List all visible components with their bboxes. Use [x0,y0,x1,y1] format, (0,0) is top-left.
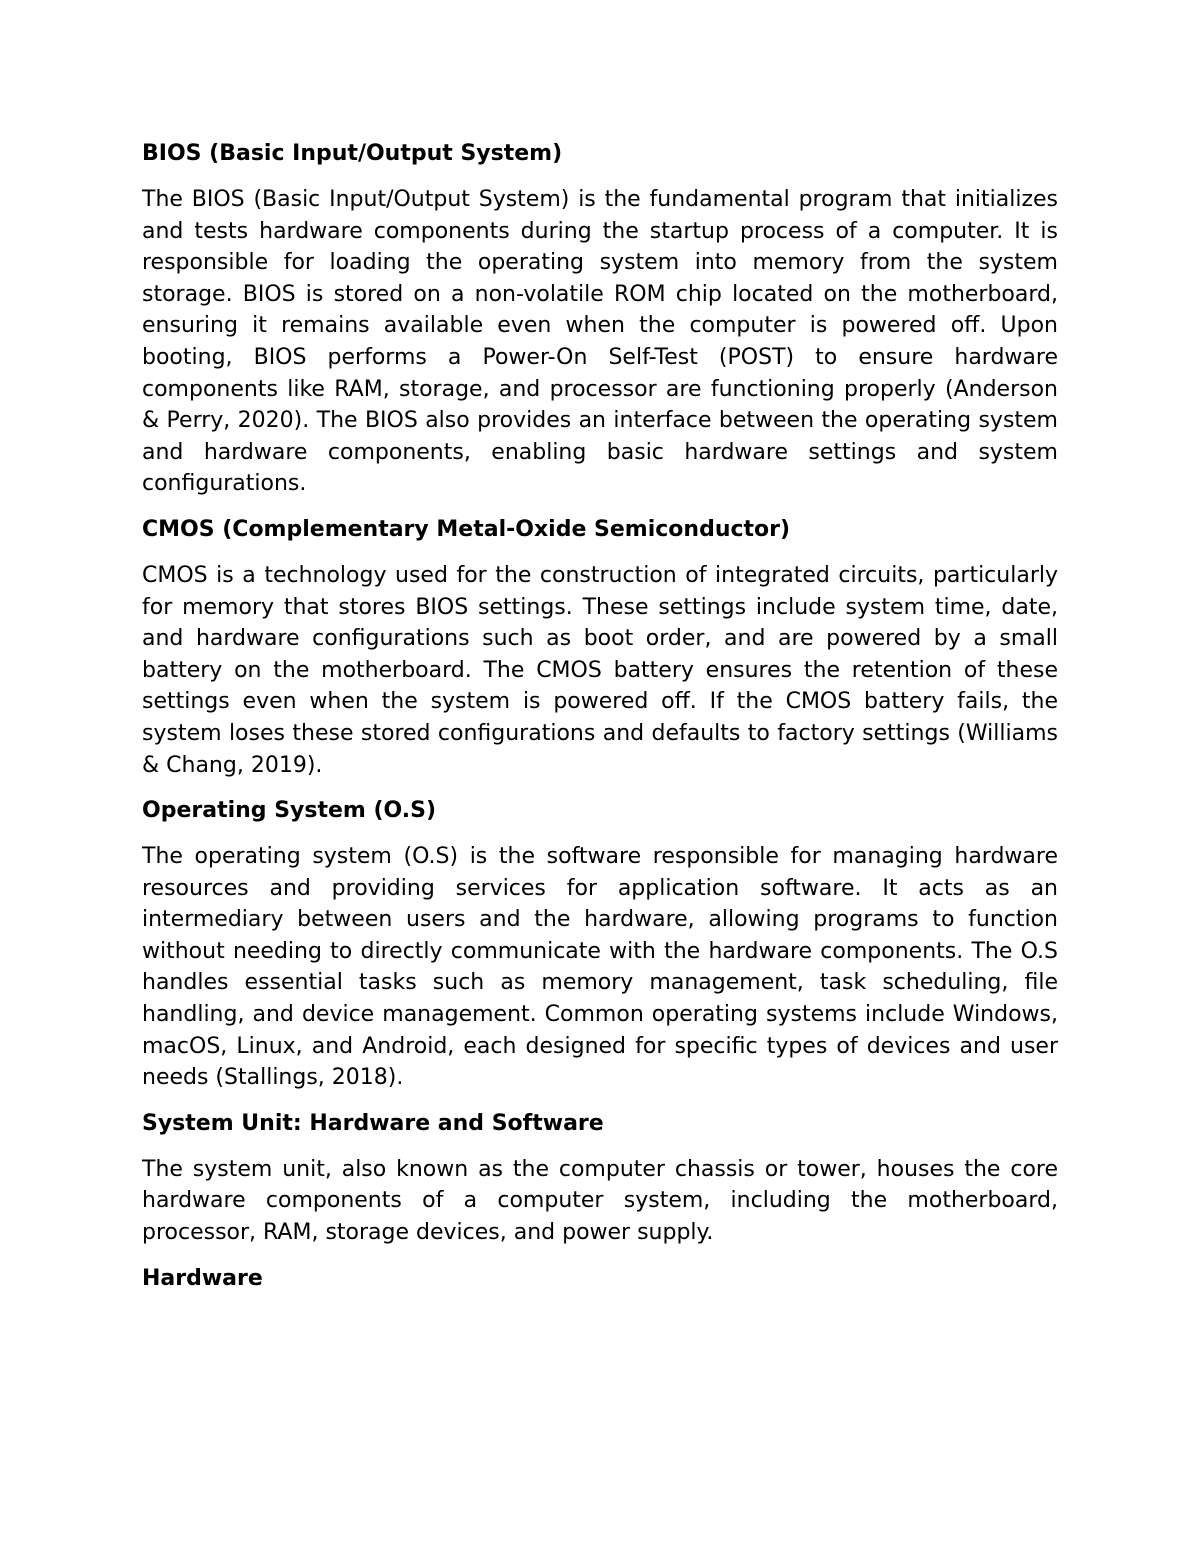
section-paragraph-system-unit: The system unit, also known as the computer chassis or tower, houses the core hardware components of a computer system, including the motherboard, processor, RAM, storage devices, and power supply. [142,1156,1058,1246]
section-heading-hardware: Hardware [142,1265,263,1291]
section-heading-system-unit: System Unit: Hardware and Software [142,1110,604,1136]
section-paragraph-bios: The BIOS (Basic Input/Output System) is the fundamental program that initializes and tests hardware components during the startup process of a computer. It is responsible for loading the operating system into memory from the system storage. BIOS is stored on a non-volatile ROM chip located on the motherboard, ensuring it remains available even when the computer is powered off. Upon booting, BIOS performs a Power-On Self-Test (POST) to ensure hardware components like RAM, storage, and processor are functioning properly (Anderson & Perry, 2020). The BIOS also provides an interface between the operating system and hardware components, enabling basic hardware settings and system configurations. [142,187,1058,497]
document-body [142,138,1058,1309]
section-paragraph-cmos: CMOS is a technology used for the construction of integrated circuits, particularly for memory that stores BIOS settings. These settings include system time, date, and hardware configurations such as boot order, and are powered by a small battery on the motherboard. The CMOS battery ensures the retention of these settings even when the system is powered off. If the CMOS battery fails, the system loses these stored configurations and defaults to factory settings (Williams & Chang, 2019). [142,562,1058,778]
section-heading-cmos: CMOS (Complementary Metal-Oxide Semiconductor) [142,516,791,542]
section-heading-operating-system: Operating System (O.S) [142,798,437,824]
section-heading-bios: BIOS (Basic Input/Output System) [142,141,563,166]
section-paragraph-operating-system: The operating system (O.S) is the software responsible for managing hardware resources and providing services for application software. It acts as an intermediary between users and the hardware, allowing programs to function without needing to directly communicate with the hardware components. The O.S handles essential tasks such as memory management, task scheduling, file handling, and device management. Common operating systems include Windows, macOS, Linux, and Android, each designed for specific types of devices and user needs (Stallings, 2018). [142,844,1058,1091]
